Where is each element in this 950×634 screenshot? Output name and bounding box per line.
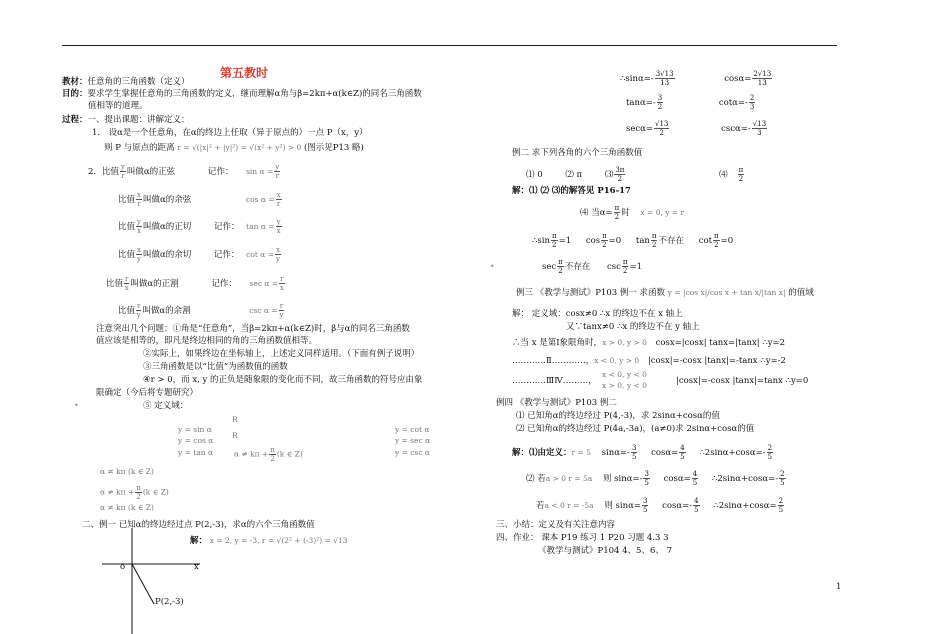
domain-cot: y = cot α	[395, 425, 430, 434]
case-quadrant-1: ∴当 x 是第Ⅰ象限角时，x > 0, y > 0 cosx=|cosx| tanx=|tanx| ∴y=2	[512, 338, 786, 348]
domain-csc: y = csc α	[395, 448, 430, 457]
definition-item-1: 1． 设α是一个任意角，在α的终边上任取（异于原点的）一点 P（x，y）	[92, 128, 368, 138]
example-4-q1: ⑴ 已知角α的终边经过 P(4,-3)，求 2sinα+cosα的值	[516, 411, 720, 421]
example-3: 例三 《教学与测试》P103 例一 求函数 y = |cos x|/cos x + tan x/|tan x| 的值域	[516, 288, 814, 298]
cosecant-definition: 比值 $\frac{r}{y}$ 叫做α的余割 csc α = $\frac{r}{y}$	[118, 302, 284, 319]
note-1: 注意突出几个问题：①角是“任意角”，当β=2kπ+α(k∈Z)时，β与α的同名三角函数	[96, 324, 410, 334]
example-2-cases: ⑴ 0 ⑵ π ⑶ $\frac{3\pi}{2}$ ⑷ $\frac{\pi}{2}$	[526, 166, 744, 183]
note-4b: 限确定（今后将专题研究）	[96, 388, 199, 398]
domain-cos: y = cos α	[178, 436, 214, 445]
page-number: 1	[836, 582, 842, 592]
bullet-dot-2: •	[490, 262, 495, 271]
point-label: P(2,-3)	[155, 597, 184, 607]
example-1: 二、例一 已知α的终边经过点 P(2,-3)，求α的六个三角函数值	[82, 520, 315, 530]
case-quadrant-2: …………Ⅱ…………，x < 0, y > 0 |cosx|=-cosx |tanx|=-tanx ∴y=-2	[512, 356, 786, 366]
terminal-side	[132, 564, 154, 604]
origin-label: o	[120, 562, 126, 572]
domain-tan: y = tan α	[178, 448, 214, 457]
example-4-sol1: 解：⑴由定义：r = 5 sinα=- $\frac{3}{5}$ cosα= $\frac{4}{5}$ ∴2sinα+cosα=- $\frac{2}{5}$	[512, 444, 773, 461]
cosine-definition: 比值 $\frac{x}{r}$ 叫做α的余弦 cos α = $\frac{x}{r}$	[118, 191, 281, 208]
domain-sec: y = sec α	[395, 436, 431, 445]
objective-line: 目的：要求学生掌握任意角的三角函数的定义，继而理解α角与β=2kπ+α(k∈Z)的同名三角函数	[62, 89, 422, 99]
secant-definition: 比值 $\frac{r}{x}$ 叫做α的正割 记作： sec α = $\frac{r}{x}$	[106, 275, 284, 292]
case-3-cond-2: x > 0, y < 0	[602, 381, 647, 390]
example-3-sol1: 解： 定义域：cosx≠0 ∴x 的终边不在 x 轴上	[512, 309, 683, 319]
example-2-line2: sec $\frac{\pi}{2}$ 不存在 csc $\frac{\pi}{2}$ =1	[542, 258, 643, 275]
example-2-line1: ∴sin $\frac{\pi}{2}$ =1 cos $\frac{\pi}{2}$ =0 tan $\frac{\pi}{2}$ 不存在 cot $\frac{\pi}{2}$ =0	[532, 232, 734, 249]
ex1-tan-cot: tanα=- $\frac{3}{2}$ cotα=- $\frac{2}{3}$	[626, 94, 755, 111]
x-axis-label: x	[194, 562, 199, 572]
example-2: 例二 求下列各角的六个三角函数值	[512, 148, 643, 158]
top-rule	[62, 45, 837, 46]
distance-line: 则 P 与原点的距离 r = √(|x|² + |y|²) = √(x² + y²) > 0 (图示见P13 略)	[104, 143, 364, 153]
ex1-sin-cos: ∴sinα=- $\frac{3√13}{13}$ cosα= $\frac{2√13}{13}$	[620, 70, 772, 87]
homework: 四、作业： 课本 P19 练习 1 P20 习题 4.3 3	[496, 533, 669, 543]
objective-line-2: 值相等的道理。	[88, 101, 148, 111]
domain-tan-value: α ≠ kπ + $\frac{\pi}{2}$ (k ∈ Z)	[234, 446, 303, 463]
example-4: 例四 《教学与测试》P103 例二	[496, 398, 617, 408]
case-3-cond-1: x < 0, y < 0	[602, 370, 647, 379]
domain-csc-value: α ≠ kπ (k ∈ Z)	[100, 503, 154, 512]
example-3-sol2: 又∵tanx≠0 ∴x 的终边不在 y 轴上	[566, 322, 700, 332]
coordinate-diagram	[100, 520, 220, 634]
bullet-dot: •	[74, 401, 79, 410]
domain-sin: y = sin α	[178, 425, 212, 434]
homework-2: 《教学与测试》P104 4、5、6、 7	[538, 546, 672, 556]
case-quadrant-3-4: …………ⅢⅣ………，	[512, 376, 597, 386]
case-3-result: |cosx|=-cosx |tanx|=tanx ∴y=0	[676, 376, 809, 386]
note-3: ③三角函数是以“比值”为函数值的函数	[143, 362, 288, 372]
sine-definition: 2．比值 $\frac{y}{r}$ 叫做α的正弦 记作： sin α = $\frac{y}{r}$	[88, 163, 280, 180]
example-4-sol2: ⑵ 若a > 0 r = 5a 则 sinα=- $\frac{3}{5}$ cosα= $\frac{4}{5}$ ∴2sinα+cosα=- $\frac{2}{5}$	[526, 470, 785, 487]
domain-sin-value: R	[232, 415, 238, 424]
example-1-solution: 解： x = 2, y = -3, r = √(2² + (-3)²) = √13	[190, 536, 348, 546]
page-title: 第五教时	[220, 66, 269, 80]
example-4-q2: ⑵ 已知角α的终边经过 P(4a,-3a)，(a≠0)求 2sinα+cosα的值	[516, 424, 755, 434]
domain-sec-value: α ≠ kπ + $\frac{\pi}{2}$ (k ∈ Z)	[100, 484, 169, 501]
example-2-solution: 解：⑴ ⑵ ⑶的解答见 P16-17	[512, 186, 631, 196]
process-line: 过程：一、提出课题：讲解定义：	[62, 115, 190, 125]
note-5: ⑤ 定义域：	[143, 401, 189, 411]
cotangent-definition: 比值 $\frac{x}{y}$ 叫做α的余切 记作： cot α = $\frac{x}{y}$	[118, 246, 280, 263]
summary: 三、小结：定义及有关注意内容	[496, 520, 616, 530]
domain-cot-value: α ≠ kπ (k ∈ Z)	[100, 467, 154, 476]
textbook-line: 教材：任意角的三角函数（定义）	[62, 77, 190, 87]
example-2-case4: ⑷ 当α= $\frac{\pi}{2}$ 时 x = 0, y = r	[580, 204, 685, 221]
note-4: ④r > 0，而 x, y 的正负是随象限的变化而不同，故三角函数的符号应由象	[143, 375, 423, 385]
domain-cos-value: R	[232, 431, 238, 440]
note-1b: 值应该是相等的，即凡是终边相同的角的三角函数值相等。	[96, 336, 318, 346]
example-4-sol3: 若a < 0 r = -5a 则 sinα= $\frac{3}{5}$ cosα=- $\frac{4}{5}$ ∴2sinα+cosα= $\frac{2}{5}$	[536, 497, 784, 514]
note-2: ②实际上，如果终边在坐标轴上，上述定义同样适用。（下面有例子说明）	[143, 349, 420, 359]
ex1-sec-csc: secα= $\frac{√13}{2}$ cscα=- $\frac{√13}{3}$	[626, 120, 767, 137]
tangent-definition: 比值 $\frac{y}{x}$ 叫做α的正切 记作： tan α = $\frac{y}{x}$	[118, 218, 281, 235]
